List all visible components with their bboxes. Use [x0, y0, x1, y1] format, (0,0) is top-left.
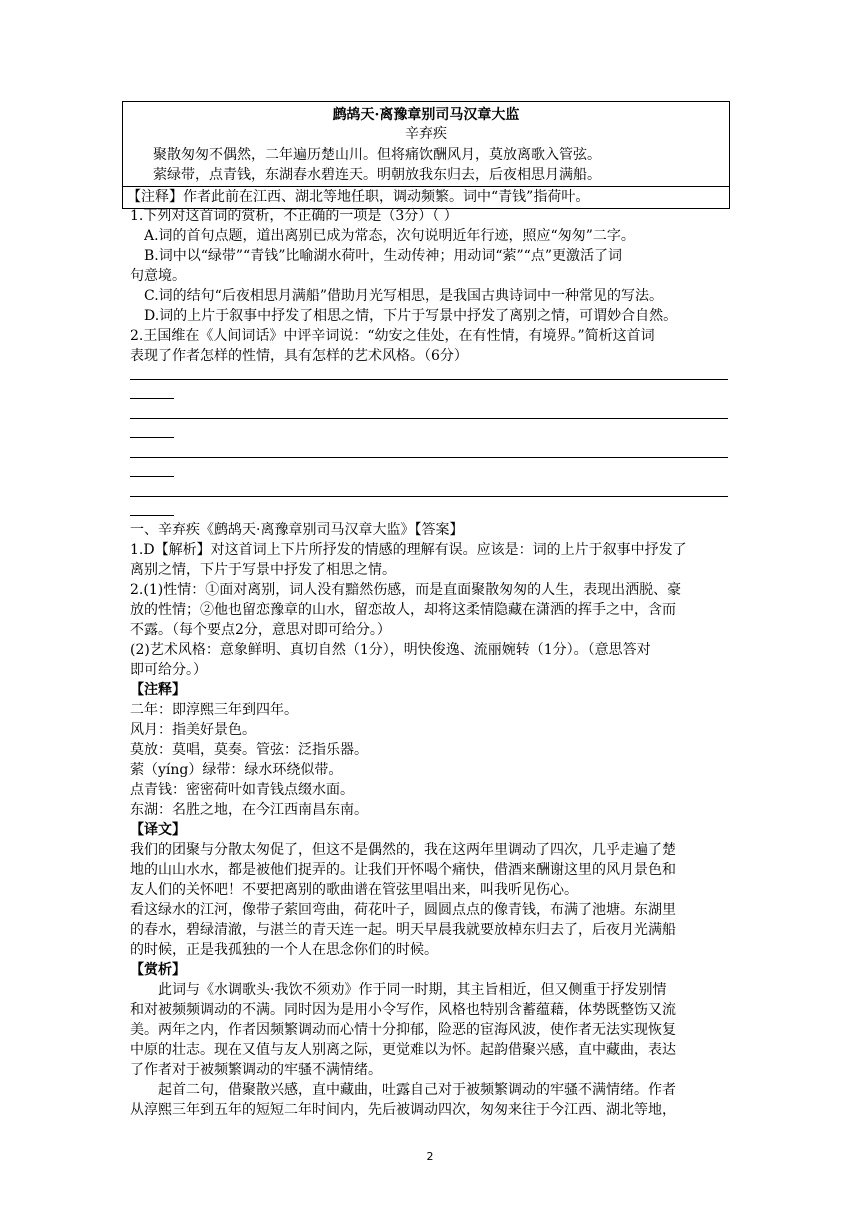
note-item: 二年：即淳熙三年到四年。 — [130, 702, 298, 718]
translation-line: 的时候，正是我孤独的一个人在思念你们的时候。 — [130, 942, 438, 958]
translation-line: 的春水，碧绿清澈，与湛兰的青天连一起。明天早晨我就要放棹东归去了，后夜月光满船 — [130, 922, 676, 938]
appreciation-line: 了作者对于被频繁调动的牢骚不满情绪。 — [130, 1062, 382, 1078]
question-1-option-a: A.词的首句点题，道出离别已成为常态，次句说明近年行迹，照应“匆匆”二字。 — [144, 228, 635, 244]
translation-line: 看这绿水的江河，像带子萦回弯曲，荷花叶子，圆圆点点的像青钱，布满了池塘。东湖里 — [130, 902, 676, 918]
answer-1: 1.D【解析】对这首词上下片所抒发的情感的理解有误。应该是：词的上片于叙事中抒发了 — [130, 542, 687, 558]
translation-header: 【译文】 — [130, 822, 186, 838]
appreciation-line: 起首二句，借聚散兴感，直中藏曲，吐露自己对于被频繁调动的牢骚不满情绪。作者 — [158, 1082, 676, 1098]
answer-line — [130, 496, 728, 497]
answer-2-cont: 放的性情；②他也留恋豫章的山水，留恋故人，却将这柔情隐藏在潇洒的挥手之中，含而 — [130, 602, 676, 618]
answer-line — [130, 418, 728, 419]
answer-header: 一、辛弃疾《鹧鸪天·离豫章别司马汉章大监》【答案】 — [130, 522, 464, 538]
answer-line-short — [130, 476, 174, 477]
appreciation-line: 此词与《水调歌头·我饮不须劝》作于同一时期，其主旨相近，但又侧重于抒发别情 — [158, 982, 667, 998]
translation-line: 地的山山水水，都是被他们捉弄的。让我们开怀喝个痛快，借酒来酬谢这里的风月景色和 — [130, 862, 676, 878]
question-2-cont: 表现了作者怎样的性情，具有怎样的艺术风格。（6分） — [130, 348, 468, 364]
poem-line-1: 聚散匆匆不偶然，二年遍历楚山川。但将痛饮酬风月，莫放离歌入管弦。 — [153, 147, 601, 163]
question-1: 1.下列对这首词的赏析，不正确的一项是（3分）（ ） — [130, 208, 458, 224]
appreciation-line: 从淳熙三年到五年的短短二年时间内，先后被调动四次，匆匆来往于今江西、湖北等地， — [130, 1102, 676, 1118]
answer-2-style: (2)艺术风格：意象鲜明、真切自然（1分），明快俊逸、流丽婉转（1分）。（意思答对 — [130, 642, 651, 658]
note-item: 莫放：莫唱，莫奏。管弦：泛指乐器。 — [130, 742, 368, 758]
appreciation-line: 中原的壮志。现在又值与友人别离之际，更觉难以为怀。起韵借聚兴感，直中藏曲，表达 — [130, 1042, 676, 1058]
poem-note: 【注释】作者此前在江西、湖北等地任职，调动频繁。词中“青钱”指荷叶。 — [127, 189, 590, 205]
note-item: 点青钱：密密荷叶如青钱点缀水面。 — [130, 782, 354, 798]
poem-title: 鹧鸪天·离豫章别司马汉章大监 — [332, 107, 520, 123]
poem-box — [122, 101, 730, 209]
translation-line: 友人们的关怀吧！不要把离别的歌曲谱在管弦里唱出来，叫我听见伤心。 — [130, 882, 578, 898]
translation-line: 我们的团聚与分散太匆促了，但这不是偶然的，我在这两年里调动了四次，几乎走遍了楚 — [130, 842, 676, 858]
note-item: 风月：指美好景色。 — [130, 722, 256, 738]
page-number: 2 — [426, 1150, 434, 1163]
appreciation-line: 美。两年之内，作者因频繁调动而心情十分抑郁，险恶的宦海风波，使作者无法实现恢复 — [130, 1022, 676, 1038]
answer-2: 2.(1)性情：①面对离别，词人没有黯然伤感，而是直面聚散匆匆的人生，表现出洒脱、豪 — [130, 582, 682, 598]
answer-1-cont: 离别之情，下片于写景中抒发了相思之情。 — [130, 562, 396, 578]
notes-header: 【注释】 — [130, 682, 186, 698]
question-1-option-b: B.词中以“绿带”“青钱”比喻湖水荷叶，生动传神；用动词“萦”“点”更激活了词 — [144, 248, 622, 264]
poem-line-2: 萦绿带，点青钱，东湖春水碧连天。明朝放我东归去，后夜相思月满船。 — [153, 167, 601, 183]
poem-author: 辛弃疾 — [405, 126, 447, 142]
question-2: 2.王国维在《人间词话》中评辛词说：“幼安之佳处，在有性情，有境界。”简析这首词 — [130, 328, 655, 344]
answer-2-cont: 不露。（每个要点2分，意思对即可给分。） — [130, 622, 391, 638]
answer-line-short — [130, 437, 174, 438]
question-1-option-c: C.词的结句“后夜相思月满船”借助月光写相思，是我国古典诗词中一种常见的写法。 — [144, 288, 663, 304]
answer-2-style-cont: 即可给分。） — [130, 662, 207, 678]
appreciation-header: 【赏析】 — [130, 962, 186, 978]
answer-line-short — [130, 515, 174, 516]
answer-line — [130, 379, 728, 380]
question-1-option-d: D.词的上片于叙事中抒发了相思之情，下片于写景中抒发了离别之情，可谓妙合自然。 — [144, 308, 678, 324]
note-item: 萦（yíng）绿带：绿水环绕似带。 — [130, 762, 343, 778]
appreciation-line: 和对被频频调动的不满。同时因为是用小令写作，风格也特别含蓄蕴藉，体势既整饬又流 — [130, 1002, 676, 1018]
answer-line-short — [130, 398, 174, 399]
question-1-option-b-cont: 句意境。 — [130, 268, 186, 284]
note-item: 东湖：名胜之地，在今江西南昌东南。 — [130, 802, 368, 818]
answer-line — [130, 457, 728, 458]
